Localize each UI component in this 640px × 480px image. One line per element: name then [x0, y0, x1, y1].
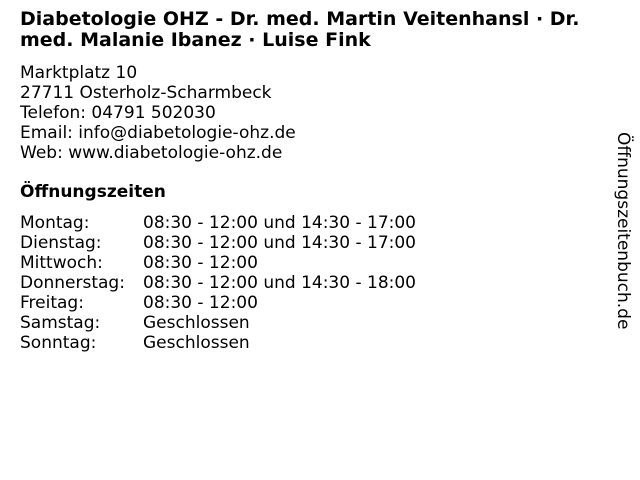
day-label: Dienstag:	[20, 233, 102, 253]
watermark-text: Öffnungszeitenbuch.de	[613, 132, 633, 330]
email-address: Email: info@diabetologie-ohz.de	[20, 123, 296, 143]
time-value: Geschlossen	[143, 313, 250, 333]
website: Web: www.diabetologie-ohz.de	[20, 143, 283, 163]
opening-hours-heading: Öffnungszeiten	[20, 182, 166, 202]
page-title: Diabetologie OHZ - Dr. med. Martin Veitenhansl · Dr. med. Malanie Ibanez · Luise Fink	[20, 8, 580, 51]
time-value: 08:30 - 12:00	[143, 253, 258, 273]
opening-hours-table	[20, 213, 416, 353]
hours-row-saturday	[20, 313, 416, 333]
time-value: 08:30 - 12:00 und 14:30 - 17:00	[143, 233, 416, 253]
hours-row-tuesday	[20, 233, 416, 253]
phone-number: Telefon: 04791 502030	[20, 103, 216, 123]
day-label: Samstag:	[20, 313, 101, 333]
hours-row-friday	[20, 293, 416, 313]
address-block	[20, 63, 296, 163]
time-value: 08:30 - 12:00 und 14:30 - 18:00	[143, 273, 416, 293]
hours-row-thursday	[20, 273, 416, 293]
hours-row-wednesday	[20, 253, 416, 273]
day-label: Donnerstag:	[20, 273, 125, 293]
day-label: Mittwoch:	[20, 253, 103, 273]
street-address: Marktplatz 10	[20, 63, 138, 83]
hours-row-monday	[20, 213, 416, 233]
time-value: Geschlossen	[143, 333, 250, 353]
time-value: 08:30 - 12:00	[143, 293, 258, 313]
hours-row-sunday	[20, 333, 416, 353]
time-value: 08:30 - 12:00 und 14:30 - 17:00	[143, 213, 416, 233]
day-label: Freitag:	[20, 293, 84, 313]
city-address: 27711 Osterholz-Scharmbeck	[20, 83, 272, 103]
day-label: Montag:	[20, 213, 90, 233]
day-label: Sonntag:	[20, 333, 97, 353]
